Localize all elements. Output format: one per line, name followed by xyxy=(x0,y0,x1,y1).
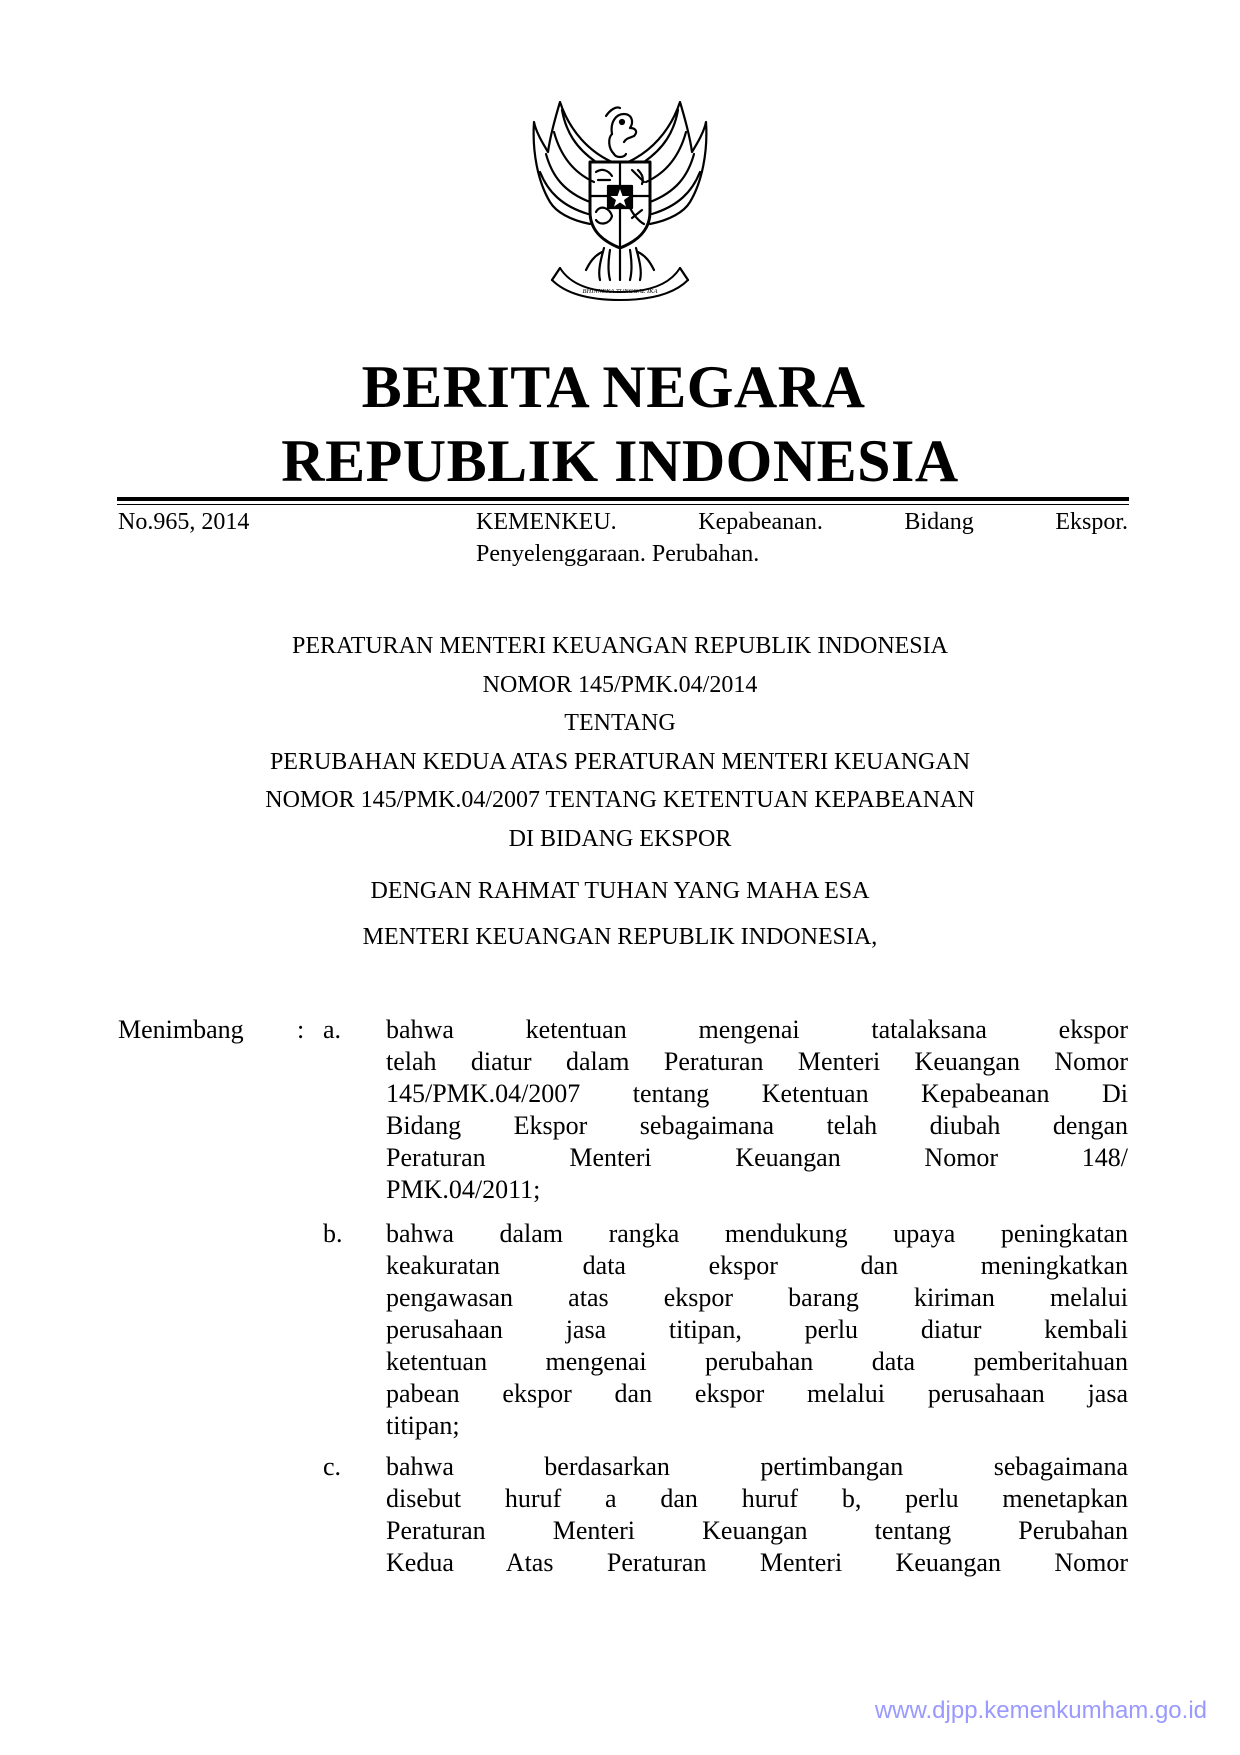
item-line: Peraturan Menteri Keuangan Nomor 148/ xyxy=(386,1143,1128,1172)
opening-line: DENGAN RAHMAT TUHAN YANG MAHA ESA xyxy=(370,878,870,904)
considering-label: Menimbang xyxy=(118,1015,244,1044)
item-line: bahwa berdasarkan pertimbangan sebagaimana xyxy=(386,1452,1128,1481)
garuda-pancasila-icon xyxy=(520,92,720,302)
title-line: NOMOR 145/PMK.04/2014 xyxy=(482,671,758,698)
item-line: keakuratan data ekspor dan meningkatkan xyxy=(386,1251,1128,1280)
masthead-title: BERITA NEGARA xyxy=(361,354,866,420)
opening-clause xyxy=(0,872,1240,956)
header-divider-thick xyxy=(117,497,1129,501)
subject-word: KEMENKEU. xyxy=(476,509,617,535)
subject-word: Kepabeanan. xyxy=(698,509,823,535)
title-line: PERATURAN MENTERI KEUANGAN REPUBLIK INDONESIA xyxy=(292,633,948,659)
header-divider-thin xyxy=(117,504,1129,505)
item-letter: a. xyxy=(323,1015,342,1044)
item-line: ketentuan mengenai perubahan data pemberitahuan xyxy=(386,1347,1128,1376)
item-line: Kedua Atas Peraturan Menteri Keuangan Nomor xyxy=(386,1548,1128,1577)
subject-word: Bidang xyxy=(904,509,974,535)
considering-item-a xyxy=(386,1014,1128,1206)
opening-line: MENTERI KEUANGAN REPUBLIK INDONESIA, xyxy=(362,924,878,950)
considering-item-c xyxy=(386,1451,1128,1579)
title-line: TENTANG xyxy=(564,710,676,737)
item-line: titipan; xyxy=(386,1411,460,1440)
item-line: perusahaan jasa titipan, perlu diatur kembali xyxy=(386,1315,1128,1344)
issue-subject-line1 xyxy=(476,506,1128,538)
item-line: PMK.04/2011; xyxy=(386,1175,541,1204)
item-line: disebut huruf a dan huruf b, perlu menetapkan xyxy=(386,1484,1128,1513)
item-line: 145/PMK.04/2007 tentang Ketentuan Kepabeanan Di xyxy=(386,1079,1128,1108)
item-line: pabean ekspor dan ekspor melalui perusahaan jasa xyxy=(386,1379,1128,1408)
title-line: NOMOR 145/PMK.04/2007 TENTANG KETENTUAN KEPABEANAN xyxy=(265,787,975,814)
regulation-title xyxy=(0,627,1240,859)
item-line: bahwa dalam rangka mendukung upaya peningkatan xyxy=(386,1219,1128,1248)
issue-number: No.965, 2014 xyxy=(118,509,250,535)
item-line: Peraturan Menteri Keuangan tentang Perubahan xyxy=(386,1516,1128,1545)
masthead xyxy=(0,352,1240,496)
issue-subject xyxy=(476,506,1128,570)
issue-subject-line2: Penyelenggaraan. Perubahan. xyxy=(476,541,760,567)
garuda-emblem xyxy=(520,92,720,302)
masthead-subtitle: REPUBLIK INDONESIA xyxy=(281,428,959,494)
item-letter: c. xyxy=(323,1452,342,1481)
subject-word: Ekspor. xyxy=(1055,509,1128,535)
title-line: PERUBAHAN KEDUA ATAS PERATURAN MENTERI KEUANGAN xyxy=(269,748,971,775)
considering-colon: : xyxy=(297,1015,305,1044)
item-line: Bidang Ekspor sebagaimana telah diubah dengan xyxy=(386,1111,1128,1140)
item-letter: b. xyxy=(323,1219,343,1248)
motto-text: BHINNEKA TUNGGAL IKA xyxy=(582,288,658,295)
source-website-link[interactable]: www.djpp.kemenkumham.go.id xyxy=(874,1697,1207,1724)
item-line: bahwa ketentuan mengenai tatalaksana ekspor xyxy=(386,1015,1128,1044)
item-line: telah diatur dalam Peraturan Menteri Keuangan Nomor xyxy=(386,1047,1128,1076)
considering-item-b xyxy=(386,1218,1128,1442)
item-line: pengawasan atas ekspor barang kiriman melalui xyxy=(386,1283,1128,1312)
title-line: DI BIDANG EKSPOR xyxy=(508,825,732,852)
